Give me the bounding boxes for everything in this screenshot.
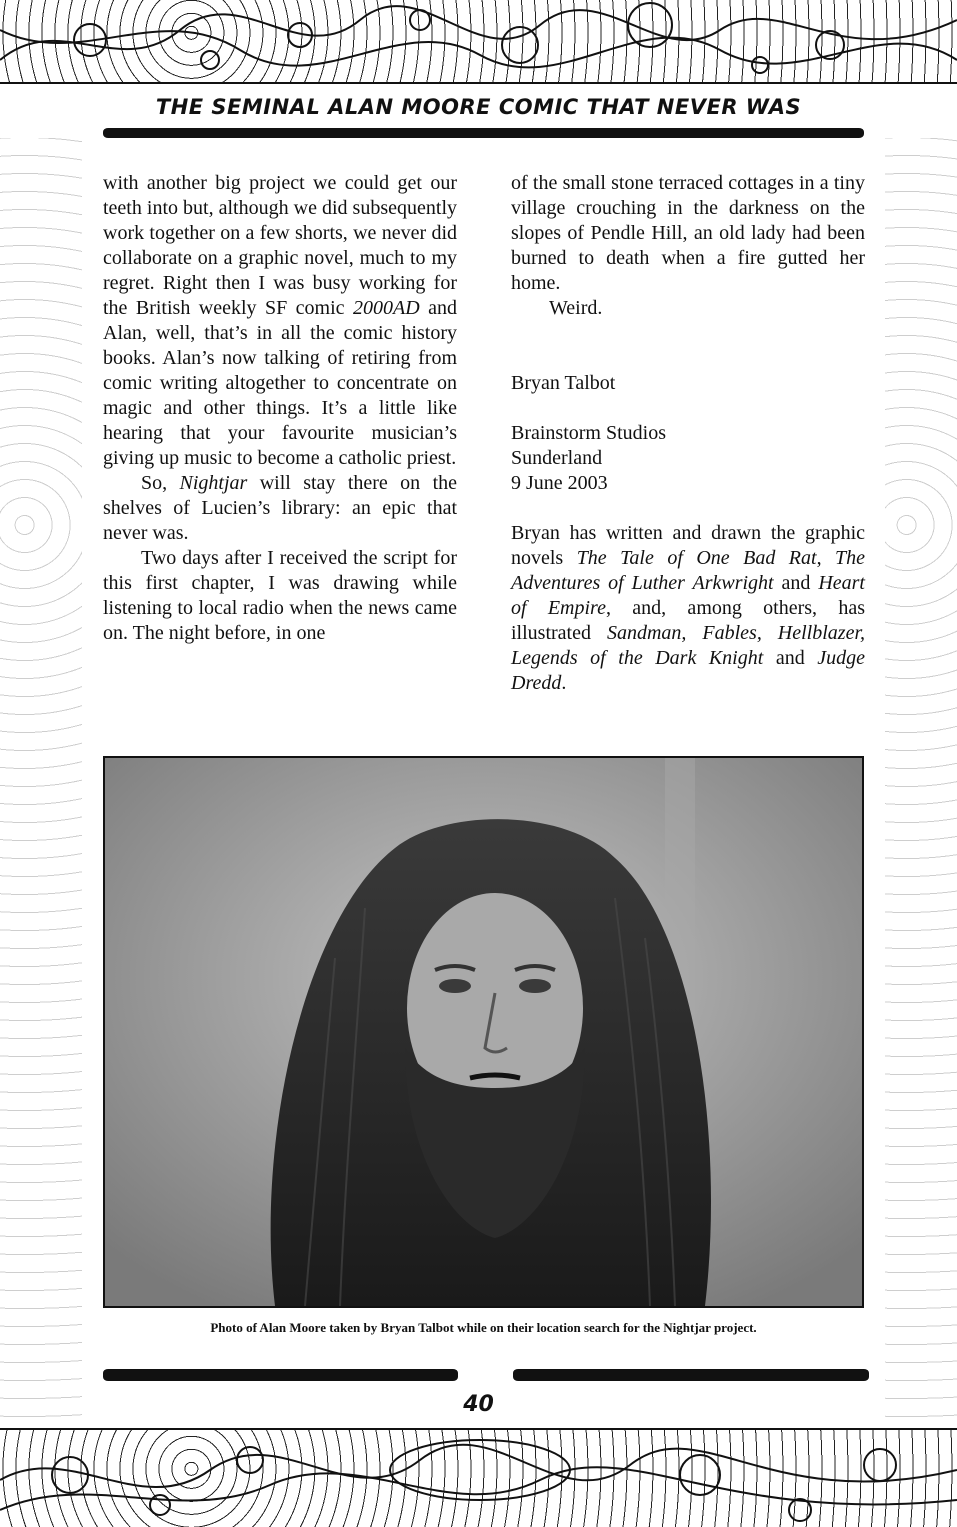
author-signature: Bryan Talbot: [511, 372, 616, 394]
decorative-border-left: [0, 138, 82, 1428]
studio-city: Sunderland: [511, 447, 603, 469]
sign-date: 9 June 2003: [511, 472, 608, 494]
running-header-title: THE SEMINAL ALAN MOORE COMIC THAT NEVER WAS: [155, 95, 802, 119]
author-bio: Bryan has written and drawn the graphic novels The Tale of One Bad Rat, The Adventures of Luther Arkwright and Heart of Empire, and, among others, has illustrated Sandman, Fables, Hellblazer, Legends of the Dark Knight and Judge Dredd.: [511, 522, 866, 694]
paragraph-right-2: Weird.: [549, 297, 603, 319]
paragraph-left-3: Two days after I received the script for this first chapter, I was drawing while listening to local radio when the news came on. The night before, in one: [103, 547, 457, 644]
paragraph-left-1: with another big project we could get our teeth into but, although we did subsequently work together on a few shorts, we never did collaborate on a graphic novel, much to my regret. Right then I was busy working for the British weekly SF comic 2000AD and Alan, well, that’s in all the comic history books. Alan’s now talking of retiring from comic writing altogether to concentrate on magic and other things. It’s a little like hearing that your favourite musician’s giving up music to become a catholic priest.: [103, 172, 457, 469]
footer-brush-rule-left: [103, 1369, 458, 1381]
photo-caption: Photo of Alan Moore taken by Bryan Talbot while on their location search for the Nightjar project.: [210, 1320, 757, 1335]
text-column-right: [511, 171, 865, 696]
paragraph-left-2: So, Nightjar will stay there on the shelves of Lucien’s library: an epic that never was.: [103, 472, 457, 544]
decorative-border-right: [885, 138, 957, 1428]
text-column-left: [103, 171, 457, 646]
page-number: 40: [463, 1392, 494, 1417]
header-brush-rule: [103, 128, 864, 138]
footer-brush-rule-right: [513, 1369, 869, 1381]
studio-name: Brainstorm Studios: [511, 422, 667, 444]
decorative-border-top: [0, 0, 957, 84]
portrait-photo: [103, 756, 864, 1308]
decorative-border-bottom: [0, 1428, 957, 1527]
paragraph-right-1: of the small stone terraced cottages in a tiny village crouching in the darkness on the slopes of Pendle Hill, an old lady had been burned to death when a fire gutted her home.: [511, 172, 865, 294]
